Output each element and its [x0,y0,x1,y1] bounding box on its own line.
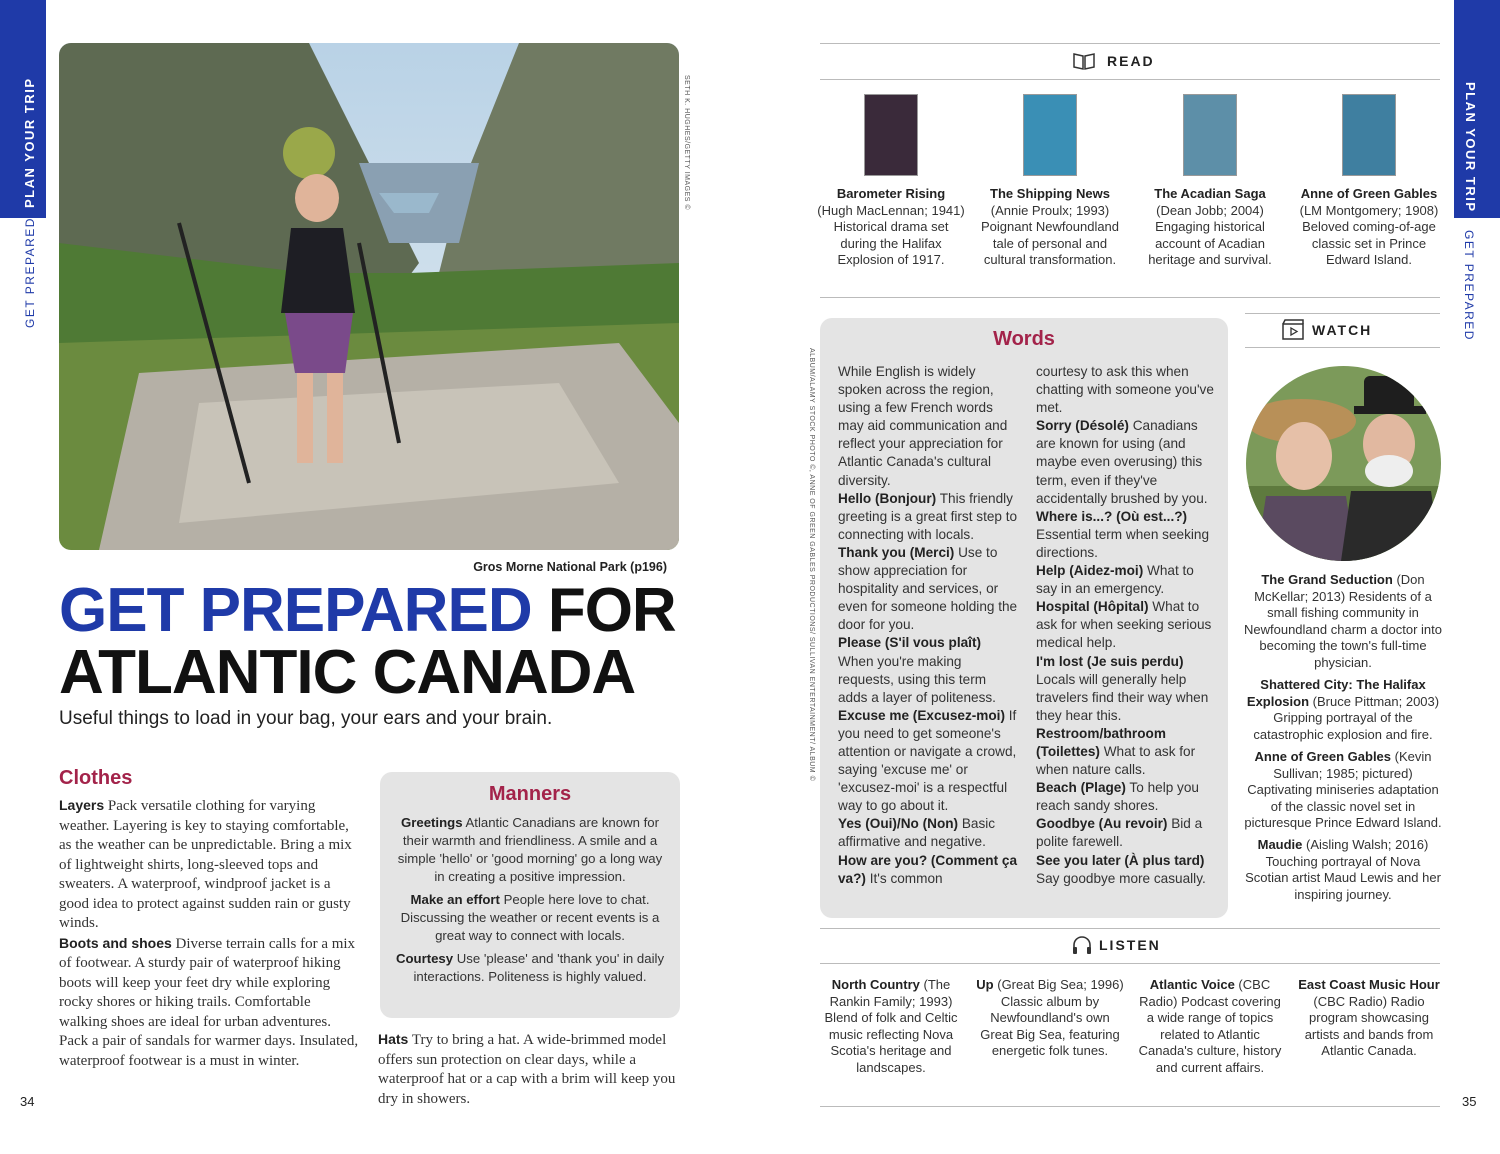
watch-title: Anne of Green Gables [1254,749,1392,764]
book-desc: (LM Montgomery; 1908) Beloved coming-of-age classic set in Prince Edward Island. [1299,202,1439,267]
watch-rule [1245,347,1440,348]
word-label: Beach (Plage) [1036,780,1126,796]
book-desc: (Dean Jobb; 2004) Engaging historical account of Acadian heritage and survival. [1148,202,1272,267]
watch-desc: (Don McKellar; 2013) Residents of a small fishing community in Newfoundland charm a doctor into becoming the town's full-time physician. [1244,572,1443,670]
listen-rule-bottom [820,1106,1440,1107]
watch-title: Shattered City: The Halifax Explosion [1246,677,1426,709]
word-text: Basic affirmative and negative. [838,816,996,850]
title-black-1: FOR [531,576,676,645]
book-title: Anne of Green Gables [1300,186,1438,201]
watch-item [1244,837,1442,903]
book-item [975,94,1125,269]
watch-item [1244,677,1442,743]
words-box [820,318,1228,918]
words-col-2 [1036,363,1216,888]
manners-text: Use 'please' and 'thank you' in daily interactions. Politeness is highly valued. [413,951,665,984]
watch-heading: WATCH [1312,322,1373,338]
title-blue: GET PREPARED [59,576,532,645]
word-text: This friendly greeting is a great first step to connecting with locals. [838,490,1018,542]
word-label: Hospital (Hôpital) [1036,599,1149,615]
anne-photo [1246,366,1441,561]
chapter-label-left: GET PREPARED [23,217,37,328]
word-text: Essential term when seeking directions. [1036,526,1210,560]
read-rule-bottom [820,297,1440,298]
word-text: Say goodbye more casually. [1036,870,1206,886]
listen-desc: (CBC Radio) Radio program showcasing artists and bands from Atlantic Canada. [1304,993,1434,1058]
subheading: Useful things to load in your bag, your ears and your brain. [59,708,553,729]
listen-heading: LISTEN [1099,937,1161,953]
word-text: Use to show appreciation for hospitality and services, or even for someone holding the door for you. [838,544,1018,633]
word-text: What to ask for when nature calls. [1036,743,1196,778]
listen-title: North Country [831,977,920,992]
word-label: Please (S'il vous plaît) [838,635,981,651]
title-black-2: ATLANTIC CANADA [59,638,636,707]
word-text: Locals will generally help travelers find their way when they hear this. [1036,671,1209,723]
hats-body [378,1030,678,1109]
listen-rule [820,963,1440,964]
read-rule-top [820,43,1440,44]
word-label: Hello (Bonjour) [838,490,937,506]
manners-body [394,814,666,986]
listen-item [816,977,966,1076]
book-cover [1183,94,1237,176]
manners-label: Courtesy [395,951,454,966]
word-label: See you later (À plus tard) [1036,852,1205,868]
watch-title: The Grand Seduction [1261,572,1393,587]
chapter-label-right: GET PREPARED [1462,230,1476,341]
watch-desc: (Aisling Walsh; 2016) Touching portrayal of Nova Scotian artist Maud Lewis and her inspiring journey. [1245,837,1441,902]
book-desc: (Annie Proulx; 1993) Poignant Newfoundland tale of personal and cultural transformation. [980,202,1120,267]
word-label: Sorry (Désolé) [1036,418,1129,434]
boots-label: Boots and shoes [59,934,172,951]
hiker-photo [59,43,679,550]
book-cover [1342,94,1396,176]
listen-item [1135,977,1285,1076]
watch-rule-top [1245,313,1440,314]
book-item [816,94,966,269]
word-label: How are you? (Comment ça va?) [838,852,1018,886]
word-label: Where is...? (Où est...?) [1036,508,1188,524]
manners-box [380,772,680,1018]
clothes-title: Clothes [59,767,133,789]
photo-credit: SETH K. HUGHES/GETTY IMAGES © [683,75,690,211]
word-text: If you need to get someone's attention or navigate a crowd, saying 'excuse me' or 'excusez-moi' is a respectful way to go about it. [838,707,1017,814]
listen-desc: (Great Big Sea; 1996) Classic album by Newfoundland's own Great Big Sea, featuring energetic folk tunes. [980,977,1124,1058]
page-title [59,576,699,707]
words-intro: While English is widely spoken across the region, using a few French words may aid communication and reflect your appreciation for Atlantic Canada's cultural diversity. [838,364,1008,488]
manners-label: Make an effort [410,892,500,907]
book-icon [1072,51,1096,76]
word-label: Restroom/bathroom (Toilettes) [1036,725,1166,759]
book-cover [1023,94,1077,176]
manners-item [394,891,666,945]
manners-label: Greetings [400,815,463,830]
section-tab-label-right: PLAN YOUR TRIP [1463,82,1478,213]
manners-title: Manners [488,783,572,805]
listen-title: Up [976,977,994,992]
watch-item [1244,749,1442,832]
words-title: Words [993,328,1055,350]
word-label: I'm lost (Je suis perdu) [1036,653,1184,669]
word-text: Canadians are known for using (and maybe even overusing) this term, even if they've accidentally brushed by you. [1036,418,1208,506]
listen-item [975,977,1125,1060]
photo-caption: Gros Morne National Park (p196) [473,560,667,574]
word-text: To help you reach sandy shores. [1036,780,1199,814]
listen-item [1294,977,1444,1060]
section-tab-label-left: PLAN YOUR TRIP [22,77,37,208]
book-desc: (Hugh MacLennan; 1941) Historical drama set during the Halifax Explosion of 1917. [817,202,965,267]
clothes-body [59,796,359,1071]
hats-text: Try to bring a hat. A wide-brimmed model offers sun protection on clear days, while a waterproof hat or a cap with a brim will keep you dry in showers. [378,1032,676,1107]
manners-item [394,950,666,986]
book-title: The Acadian Saga [1154,186,1266,201]
listen-desc: (CBC Radio) Podcast covering a wide range of topics related to Atlantic Canada's culture, history and current affairs. [1138,977,1282,1075]
word-label: Goodbye (Au revoir) [1036,816,1168,832]
film-icon [1281,319,1305,346]
word-text: What to ask for when seeking serious medical help. [1036,599,1212,651]
listen-title: East Coast Music Hour [1298,977,1440,992]
read-heading: READ [1107,53,1155,69]
words-col2-lead: courtesy to ask this when chatting with someone you've met. [1036,364,1214,416]
book-title: Barometer Rising [836,186,946,201]
watch-title: Maudie [1257,837,1303,852]
words-col-1 [838,363,1018,888]
word-text: When you're making requests, using this term adds a layer of politeness. [838,653,996,705]
word-label: Help (Aidez-moi) [1036,563,1144,579]
words-photo-credit: ALBUM/ALAMY STOCK PHOTO ©, ANNE OF GREEN GABLES PRODUCTIONS/ SULLIVAN ENTERTAINMENT/ ALBUM © [808,348,815,782]
manners-text: People here love to chat. Discussing the weather or recent events is a great way to connect with locals. [400,892,660,943]
layers-label: Layers [59,797,105,813]
book-item [1135,94,1285,269]
manners-text: Atlantic Canadians are known for their warmth and friendliness. A smile and a simple 'hello' or 'good morning' go a long way in creating a positive impression. [397,815,663,884]
listen-desc: (The Rankin Family; 1993) Blend of folk and Celtic music reflecting Nova Scotia's heritage and landscapes. [824,977,958,1075]
word-label: Excuse me (Excusez-moi) [838,707,1005,723]
watch-item [1244,572,1442,671]
hats-label: Hats [378,1031,409,1047]
listen-title: Atlantic Voice [1149,977,1235,992]
book-cover [864,94,918,176]
book-item [1294,94,1444,269]
watch-desc: (Bruce Pittman; 2003) Gripping portrayal of the catastrophic explosion and fire. [1253,693,1440,742]
page-number-left: 34 [20,1094,35,1109]
word-label: Thank you (Merci) [838,544,955,560]
layers-text: Pack versatile clothing for varying weather. Layering is key to staying comfortable, as the weather can be unpredictable. Bring a mix of lightweight shirts, long-sleeved tops and sweaters. A waterproof, windproof jacket is a good idea to protect against sudden rain or gusty winds. [59,798,352,931]
word-label: Yes (Oui)/No (Non) [838,816,959,832]
word-text: What to say in an emergency. [1036,563,1194,597]
manners-item [394,814,666,886]
headphones-icon [1071,935,1093,960]
boots-text: Diverse terrain calls for a mix of footwear. A sturdy pair of waterproof hiking boots will keep your feet dry while exploring rocky shores or hiking trails. Comfortable walking shoes are ideal for urban adventures. Pack a pair of sandals for warmer days. Insulated, waterproof footwear is a must in winter. [59,935,359,1069]
page-number-right: 35 [1462,1094,1477,1109]
listen-rule-top [820,928,1440,929]
watch-desc: (Kevin Sullivan; 1985; pictured) Captivating miniseries adaptation of the classic novel set in picturesque Prince Edward Island. [1244,749,1442,830]
read-rule [820,79,1440,80]
word-text: It's common [865,870,943,886]
word-text: Bid a polite farewell. [1036,816,1203,850]
book-title: The Shipping News [990,186,1110,201]
